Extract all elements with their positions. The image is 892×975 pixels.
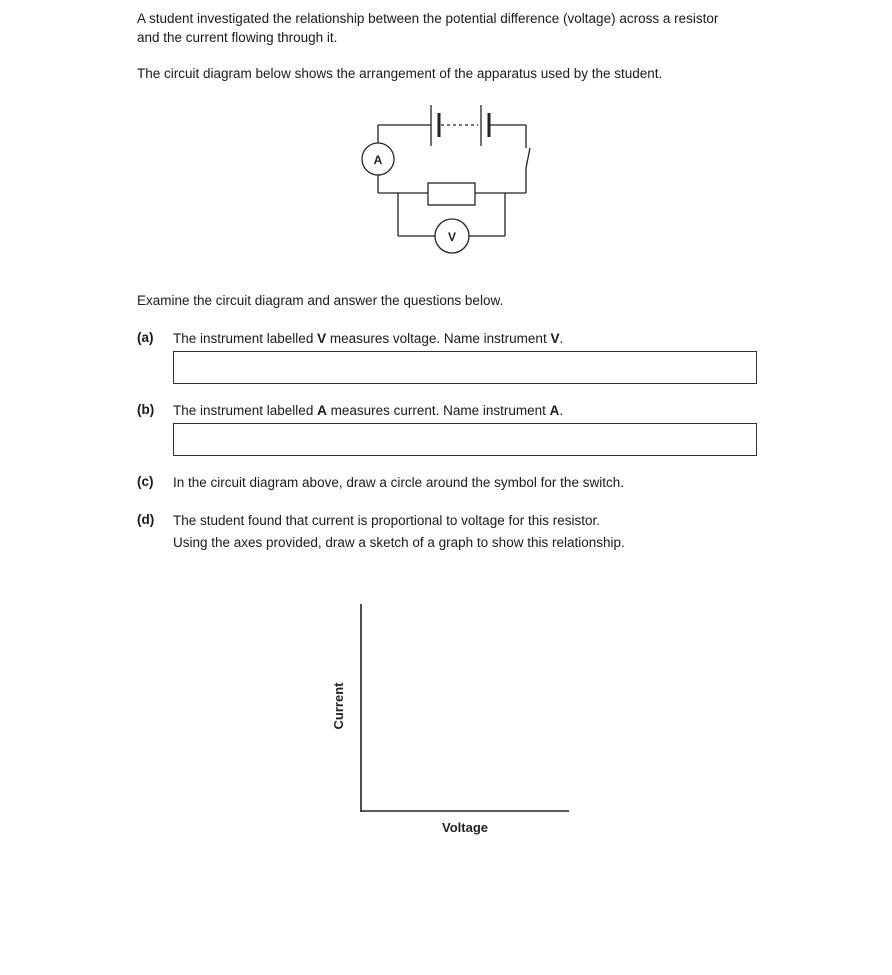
question-d-line-1: The student found that current is proportional to voltage for this resistor. [173,513,600,528]
question-d-line-2: Using the axes provided, draw a sketch of a graph to show this relationship. [173,535,625,550]
y-axis-label: Current [331,682,346,730]
diagram-caption: The circuit diagram below shows the arrangement of the apparatus used by the student. [137,66,663,81]
question-b-label: (b) [137,402,155,417]
question-a-label: (a) [137,330,154,345]
question-b-text: The instrument labelled A measures current. Name instrument A. [173,403,564,418]
intro-line-1: A student investigated the relationship between the potential difference (voltage) across a resistor [137,11,719,26]
ammeter-label: A [373,153,383,167]
voltmeter-label: V [447,230,457,244]
question-c-text: In the circuit diagram above, draw a circle around the symbol for the switch. [173,475,624,490]
question-a-text: The instrument labelled V measures voltage. Name instrument V. [173,331,564,346]
examine-instruction: Examine the circuit diagram and answer the questions below. [137,293,504,308]
intro-line-2: and the current flowing through it. [137,30,338,45]
question-d-label: (d) [137,512,155,527]
question-c-label: (c) [137,474,154,489]
x-axis-label: Voltage [442,820,488,835]
